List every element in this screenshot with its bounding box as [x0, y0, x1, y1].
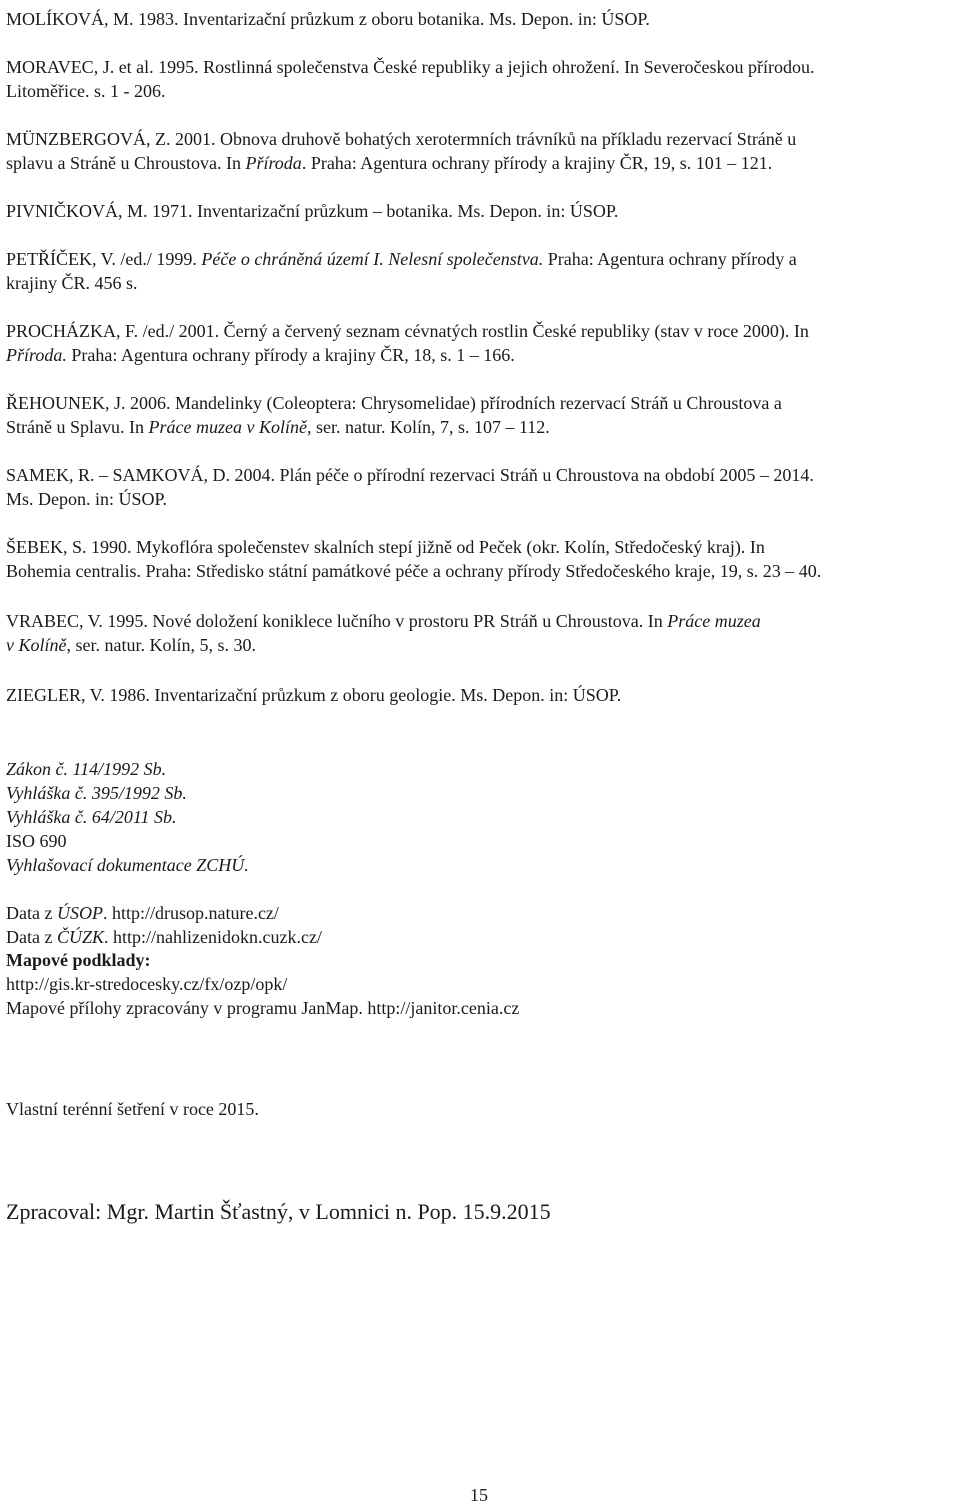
reference-line [6, 463, 954, 487]
reference-entry [6, 127, 954, 175]
reference-entry [6, 535, 954, 583]
reference-entry [6, 55, 954, 103]
italic-text: ČÚZK [56, 927, 104, 947]
italic-text: v Kolíně [6, 635, 67, 655]
reference-line [6, 247, 954, 271]
text-run: . http://drusop.nature.cz/ [102, 903, 279, 923]
text-run: SAMEK, R. – SAMKOVÁ, D. 2004. Plán péče o přírodní rezervaci Stráň u Chroustova na období 2005 – 2014. [6, 465, 814, 485]
text-run: . http://nahlizenidokn.cuzk.cz/ [104, 927, 322, 947]
text-run: MÜNZBERGOVÁ, Z. 2001. Obnova druhově bohatých xerotermních trávníků na příkladu rezervací Stráně u [6, 129, 797, 149]
reference-line [6, 271, 954, 295]
signature-line: Zpracoval: Mgr. Martin Šťastný, v Lomnici n. Pop. 15.9.2015 [6, 1199, 551, 1224]
text-run: PETŘÍČEK, V. /ed./ 1999. [6, 249, 202, 269]
reference-entry [6, 319, 954, 367]
reference-line [6, 633, 954, 657]
text-run: Data z [6, 927, 57, 947]
text-run: Praha: Agentura ochrany přírody a krajiny ČR, 18, s. 1 – 166. [66, 345, 515, 365]
text-run: Ms. Depon. in: ÚSOP. [6, 489, 168, 509]
text-run: , ser. natur. Kolín, 5, s. 30. [66, 635, 256, 655]
text-run: Praha: Agentura ochrany přírody a [543, 249, 797, 269]
text-run: PIVNIČKOVÁ, M. 1971. Inventarizační průzkum – botanika. Ms. Depon. in: ÚSOP. [6, 201, 619, 221]
text-run: ŘEHOUNEK, J. 2006. Mandelinky (Coleoptera: Chrysomelidae) přírodních rezervací Stráň u Chroustova a [6, 393, 782, 413]
reference-line [6, 415, 954, 439]
text-run: Data z [6, 903, 57, 923]
text-run: splavu a Stráně u Chroustova. In [6, 153, 246, 173]
italic-text: Příroda [245, 153, 302, 173]
reference-line [6, 127, 954, 151]
reference-line [6, 343, 954, 367]
data-source-line [6, 901, 279, 925]
reference-line [6, 79, 954, 103]
reference-line [6, 487, 954, 511]
reference-entry [6, 199, 954, 223]
text-run: . Praha: Středisko státní památkové péče a ochrany přírody Středočeského kraje, 19, s. 23 – 40. [136, 561, 822, 581]
page-number: 15 [470, 1485, 488, 1505]
reference-entry [6, 463, 954, 511]
map-source-line: http://gis.kr-stredocesky.cz/fx/ozp/opk/ [6, 974, 288, 994]
reference-line [6, 199, 954, 223]
reference-entry [6, 683, 954, 707]
map-source-line: Mapové přílohy zpracovány v programu JanMap. http://janitor.cenia.cz [6, 998, 520, 1018]
text-run: Bohemia centralis [6, 561, 137, 581]
reference-line [6, 535, 954, 559]
map-sources-heading: Mapové podklady: [6, 950, 151, 970]
reference-entry [6, 391, 954, 439]
legislation-item: ISO 690 [6, 831, 67, 851]
legislation-item: Vyhlašovací dokumentace ZCHÚ. [6, 855, 249, 875]
text-run: ZIEGLER, V. 1986. Inventarizační průzkum z oboru geologie. Ms. Depon. in: ÚSOP. [6, 685, 622, 705]
italic-text: Péče o chráněná území I. Nelesní společenstva. [201, 249, 544, 269]
reference-line [6, 391, 954, 415]
legislation-item: Zákon č. 114/1992 Sb. [6, 759, 167, 779]
text-run: PROCHÁZKA, F. /ed./ 2001. Černý a červený seznam cévnatých rostlin České republiky (stav v roce 2000). In [6, 321, 809, 341]
reference-entry [6, 609, 954, 657]
italic-text: Práce muzea [667, 611, 761, 631]
text-run: . Praha: Agentura ochrany přírody a krajiny ČR, 19, s. 101 – 121. [301, 153, 773, 173]
text-run: VRABEC, V. 1995. Nové doložení koniklece lučního v prostoru PR Stráň u Chroustova. In [6, 611, 668, 631]
text-run: , ser. natur. Kolín, 7, s. 107 – 112. [306, 417, 550, 437]
reference-line [6, 55, 954, 79]
text-run: Severočeskou přírodou. [643, 57, 815, 77]
italic-text: Práce muzea v Kolíně [148, 417, 307, 437]
text-run: ŠEBEK, S. 1990. Mykoflóra společenstev skalních stepí jižně od Peček (okr. Kolín, Středočeský kraj). In [6, 537, 765, 557]
text-run: MOLÍKOVÁ, M. 1983. Inventarizační průzkum z oboru botanika. Ms. Depon. in: ÚSOP. [6, 9, 650, 29]
italic-text: Příroda. [6, 345, 67, 365]
text-run: Stráně u Splavu. In [6, 417, 149, 437]
italic-text: ÚSOP [56, 903, 103, 923]
text-run: krajiny ČR. 456 s. [6, 273, 138, 293]
reference-line [6, 7, 954, 31]
data-source-line [6, 925, 322, 949]
field-note: Vlastní terénní šetření v roce 2015. [6, 1099, 259, 1119]
legislation-item: Vyhláška č. 395/1992 Sb. [6, 783, 187, 803]
reference-line [6, 683, 954, 707]
legislation-item: Vyhláška č. 64/2011 Sb. [6, 807, 177, 827]
reference-line [6, 609, 954, 633]
reference-line [6, 319, 954, 343]
reference-line [6, 559, 954, 583]
text-run: MORAVEC, J. et al. 1995. Rostlinná společenstva České republiky a jejich ohrožení. In [6, 57, 644, 77]
reference-line [6, 151, 954, 175]
reference-entry [6, 247, 954, 295]
reference-entry [6, 7, 954, 31]
text-run: Litoměřice. s. 1 - 206. [6, 81, 166, 101]
